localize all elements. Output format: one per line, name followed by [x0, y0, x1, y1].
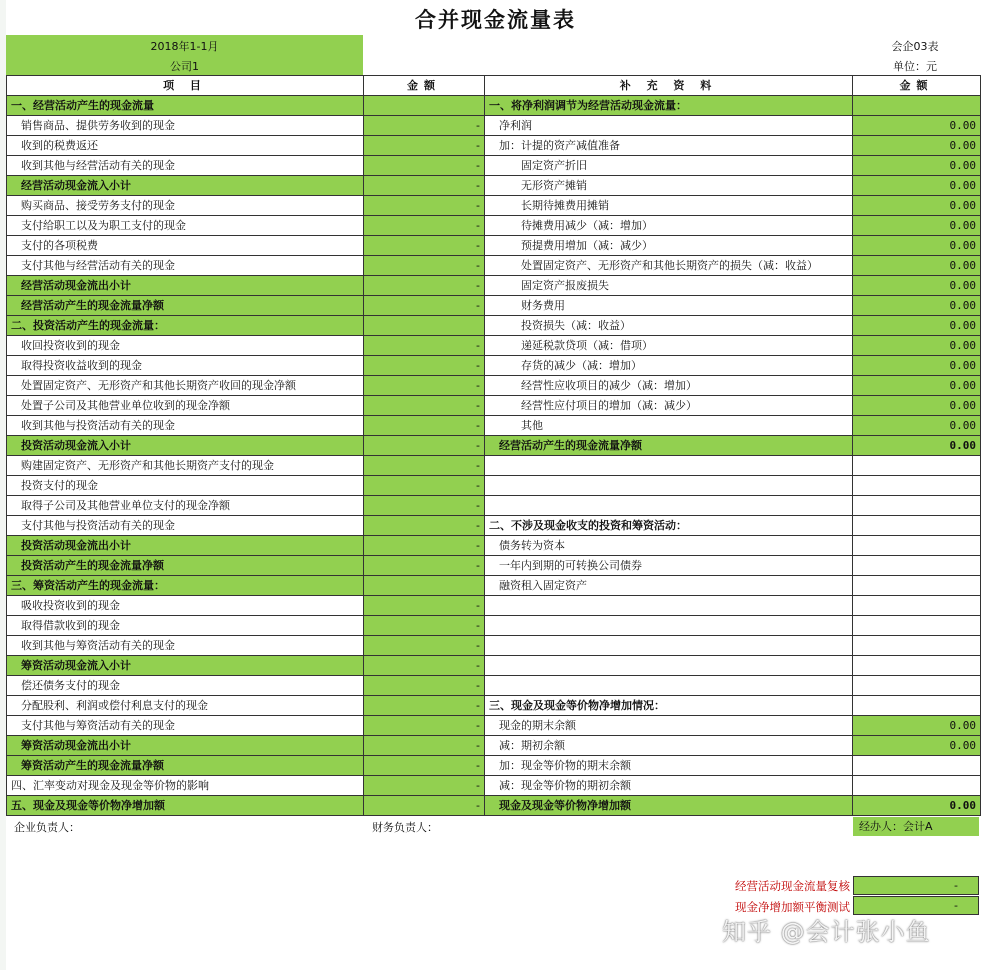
left-amount-cell[interactable]: - [364, 336, 485, 356]
left-item-label[interactable]: 处置子公司及其他营业单位收到的现金净额 [7, 396, 364, 416]
right-item-label[interactable] [485, 656, 853, 676]
right-item-label[interactable]: 长期待摊费用摊销 [485, 196, 853, 216]
right-amount-cell[interactable]: 0.00 [853, 196, 981, 216]
right-item-label[interactable] [485, 496, 853, 516]
right-amount-cell[interactable] [853, 656, 981, 676]
right-item-label[interactable]: 债务转为资本 [485, 536, 853, 556]
right-item-label[interactable]: 固定资产报废损失 [485, 276, 853, 296]
left-amount-cell[interactable]: - [364, 736, 485, 756]
left-item-label[interactable]: 收到其他与经营活动有关的现金 [7, 156, 364, 176]
left-amount-cell[interactable] [364, 316, 485, 336]
right-amount-cell[interactable] [853, 456, 981, 476]
right-amount-cell[interactable] [853, 576, 981, 596]
left-amount-cell[interactable]: - [364, 716, 485, 736]
right-amount-cell[interactable] [853, 616, 981, 636]
right-item-label[interactable] [485, 476, 853, 496]
right-item-label[interactable] [485, 616, 853, 636]
company-label: 公司1 [170, 60, 199, 73]
right-item-label[interactable]: 递延税款贷项（减：借项） [485, 336, 853, 356]
right-amount-cell[interactable]: 0.00 [853, 176, 981, 196]
right-amount-cell[interactable]: 0.00 [853, 236, 981, 256]
left-item-label[interactable]: 收到其他与筹资活动有关的现金 [7, 636, 364, 656]
left-amount-cell[interactable]: - [364, 136, 485, 156]
enterprise-head-label: 企业负责人： [14, 821, 80, 834]
left-item-label[interactable]: 支付给职工以及为职工支付的现金 [7, 216, 364, 236]
right-item-label[interactable]: 减：现金等价物的期初余额 [485, 776, 853, 796]
table-row [7, 496, 981, 516]
finance-head-label: 财务负责人： [372, 821, 438, 834]
col-header-supplement: 补 充 资 料 [485, 76, 853, 96]
watermark: 知乎 @会计张小鱼 [722, 918, 931, 946]
right-amount-cell[interactable]: 0.00 [853, 156, 981, 176]
table-row [7, 636, 981, 656]
right-item-label[interactable]: 融资租入固定资产 [485, 576, 853, 596]
unit-label: 单位：元 [893, 60, 937, 73]
right-amount-cell[interactable]: 0.00 [853, 436, 981, 456]
right-amount-cell[interactable]: 0.00 [853, 716, 981, 736]
left-amount-cell[interactable]: - [364, 376, 485, 396]
left-amount-cell[interactable]: - [364, 496, 485, 516]
right-item-label[interactable]: 现金的期末余额 [485, 716, 853, 736]
left-item-label[interactable]: 支付的各项税费 [7, 236, 364, 256]
table-body [7, 96, 981, 816]
left-amount-cell[interactable]: - [364, 416, 485, 436]
right-amount-cell[interactable]: 0.00 [853, 376, 981, 396]
right-amount-cell[interactable] [853, 696, 981, 716]
left-amount-cell[interactable]: - [364, 556, 485, 576]
table-row [7, 576, 981, 596]
table-row [7, 696, 981, 716]
left-amount-cell[interactable]: - [364, 476, 485, 496]
left-amount-cell[interactable]: - [364, 356, 485, 376]
right-amount-cell[interactable] [853, 596, 981, 616]
left-item-label[interactable]: 偿还债务支付的现金 [7, 676, 364, 696]
table-row [7, 376, 981, 396]
table-row [7, 436, 981, 456]
table-row [7, 96, 981, 116]
left-item-label[interactable]: 支付其他与经营活动有关的现金 [7, 256, 364, 276]
right-item-label[interactable]: 预提费用增加（减：减少） [485, 236, 853, 256]
right-amount-cell[interactable]: 0.00 [853, 416, 981, 436]
left-item-label[interactable]: 销售商品、提供劳务收到的现金 [7, 116, 364, 136]
right-item-label[interactable]: 固定资产折旧 [485, 156, 853, 176]
right-item-label[interactable]: 现金及现金等价物净增加额 [485, 796, 853, 816]
right-item-label[interactable]: 处置固定资产、无形资产和其他长期资产的损失（减：收益） [485, 256, 853, 276]
right-item-label[interactable]: 二、不涉及现金收支的投资和筹资活动： [485, 516, 853, 536]
left-amount-cell[interactable] [364, 576, 485, 596]
table-row [7, 776, 981, 796]
right-amount-cell[interactable]: 0.00 [853, 216, 981, 236]
right-amount-cell[interactable]: 0.00 [853, 116, 981, 136]
form-number: 会企03表 [891, 40, 939, 53]
col-header-amount: 金额 [364, 76, 485, 96]
right-amount-cell[interactable]: 0.00 [853, 796, 981, 816]
check-value-balance[interactable]: - [853, 896, 979, 915]
check-label-operating: 经营活动现金流量复核 [735, 879, 850, 893]
left-item-label[interactable]: 支付其他与筹资活动有关的现金 [7, 716, 364, 736]
right-item-label[interactable]: 待摊费用减少（减：增加） [485, 216, 853, 236]
table-row [7, 276, 981, 296]
left-amount-cell[interactable]: - [364, 776, 485, 796]
left-amount-cell[interactable]: - [364, 256, 485, 276]
left-item-label[interactable]: 四、汇率变动对现金及现金等价物的影响 [7, 776, 364, 796]
right-item-label[interactable]: 加：计提的资产减值准备 [485, 136, 853, 156]
table-row [7, 216, 981, 236]
right-amount-cell[interactable]: 0.00 [853, 396, 981, 416]
table-row [7, 316, 981, 336]
left-amount-cell[interactable]: - [364, 156, 485, 176]
right-item-label[interactable]: 投资损失（减：收益） [485, 316, 853, 336]
cash-flow-table [6, 75, 981, 816]
left-amount-cell[interactable]: - [364, 616, 485, 636]
right-amount-cell[interactable] [853, 496, 981, 516]
right-item-label[interactable]: 经营性应收项目的减少（减：增加） [485, 376, 853, 396]
table-row [7, 136, 981, 156]
right-amount-cell[interactable]: 0.00 [853, 296, 981, 316]
left-amount-cell[interactable]: - [364, 436, 485, 456]
left-amount-cell[interactable]: - [364, 236, 485, 256]
table-row [7, 476, 981, 496]
right-item-label[interactable]: 无形资产摊销 [485, 176, 853, 196]
table-row [7, 796, 981, 816]
table-row [7, 416, 981, 436]
left-amount-cell[interactable]: - [364, 676, 485, 696]
table-row [7, 336, 981, 356]
table-row [7, 516, 981, 536]
left-amount-cell[interactable]: - [364, 216, 485, 236]
table-row [7, 536, 981, 556]
right-item-label[interactable] [485, 456, 853, 476]
right-amount-cell[interactable] [853, 556, 981, 576]
table-row [7, 296, 981, 316]
table-row [7, 256, 981, 276]
table-row [7, 756, 981, 776]
left-item-label[interactable]: 购建固定资产、无形资产和其他长期资产支付的现金 [7, 456, 364, 476]
table-row [7, 556, 981, 576]
left-item-label[interactable]: 投资支付的现金 [7, 476, 364, 496]
table-row [7, 716, 981, 736]
check-label-balance: 现金净增加额平衡测试 [735, 900, 850, 914]
right-amount-cell[interactable]: 0.00 [853, 336, 981, 356]
left-item-label[interactable]: 三、筹资活动产生的现金流量： [7, 576, 364, 596]
right-item-label[interactable] [485, 596, 853, 616]
table-row [7, 116, 981, 136]
right-amount-cell[interactable] [853, 676, 981, 696]
left-amount-cell[interactable]: - [364, 756, 485, 776]
left-item-label[interactable]: 筹资活动现金流出小计 [7, 736, 364, 756]
left-amount-cell[interactable]: - [364, 296, 485, 316]
preparer-label: 经办人：会计A [853, 817, 979, 836]
left-amount-cell[interactable]: - [364, 516, 485, 536]
right-item-label[interactable]: 一年内到期的可转换公司债券 [485, 556, 853, 576]
left-amount-cell[interactable]: - [364, 396, 485, 416]
left-amount-cell[interactable]: - [364, 656, 485, 676]
left-item-label[interactable]: 筹资活动产生的现金流量净额 [7, 756, 364, 776]
right-amount-cell[interactable] [853, 476, 981, 496]
left-item-label[interactable]: 取得子公司及其他营业单位支付的现金净额 [7, 496, 364, 516]
left-amount-cell[interactable]: - [364, 456, 485, 476]
left-item-label[interactable]: 支付其他与投资活动有关的现金 [7, 516, 364, 536]
table-row [7, 736, 981, 756]
right-amount-cell[interactable]: 0.00 [853, 136, 981, 156]
table-row [7, 676, 981, 696]
right-item-label[interactable]: 减：期初余额 [485, 736, 853, 756]
left-amount-cell[interactable]: - [364, 796, 485, 816]
check-value-operating[interactable]: - [853, 876, 979, 895]
left-item-label[interactable]: 二、投资活动产生的现金流量： [7, 316, 364, 336]
left-item-label[interactable]: 分配股利、利润或偿付利息支付的现金 [7, 696, 364, 716]
right-amount-cell[interactable]: 0.00 [853, 736, 981, 756]
left-item-label[interactable]: 筹资活动现金流入小计 [7, 656, 364, 676]
table-row [7, 456, 981, 476]
right-item-label[interactable]: 存货的减少（减：增加） [485, 356, 853, 376]
left-item-label[interactable]: 收到的税费返还 [7, 136, 364, 156]
table-row [7, 236, 981, 256]
table-row [7, 356, 981, 376]
left-item-label[interactable]: 投资活动现金流入小计 [7, 436, 364, 456]
left-item-label[interactable]: 取得投资收益收到的现金 [7, 356, 364, 376]
right-amount-cell[interactable]: 0.00 [853, 276, 981, 296]
right-amount-cell[interactable] [853, 756, 981, 776]
left-item-label[interactable]: 吸收投资收到的现金 [7, 596, 364, 616]
table-row [7, 596, 981, 616]
right-item-label[interactable] [485, 636, 853, 656]
right-item-label[interactable]: 其他 [485, 416, 853, 436]
left-item-label[interactable]: 一、经营活动产生的现金流量 [7, 96, 364, 116]
left-item-label[interactable]: 处置固定资产、无形资产和其他长期资产收回的现金净额 [7, 376, 364, 396]
left-amount-cell[interactable]: - [364, 696, 485, 716]
col-header-amount2: 金额 [853, 76, 981, 96]
table-row [7, 176, 981, 196]
table-header-row [7, 76, 981, 96]
left-item-label[interactable]: 经营活动产生的现金流量净额 [7, 296, 364, 316]
left-amount-cell[interactable]: - [364, 196, 485, 216]
right-item-label[interactable]: 财务费用 [485, 296, 853, 316]
table-row [7, 196, 981, 216]
right-item-label[interactable] [485, 676, 853, 696]
left-item-label[interactable]: 投资活动产生的现金流量净额 [7, 556, 364, 576]
left-item-label[interactable]: 购买商品、接受劳务支付的现金 [7, 196, 364, 216]
left-amount-cell[interactable]: - [364, 636, 485, 656]
left-item-label[interactable]: 经营活动现金流出小计 [7, 276, 364, 296]
left-item-label[interactable]: 经营活动现金流入小计 [7, 176, 364, 196]
left-amount-cell[interactable]: - [364, 536, 485, 556]
table-row [7, 656, 981, 676]
right-item-label[interactable]: 净利润 [485, 116, 853, 136]
table-row [7, 396, 981, 416]
right-amount-cell[interactable] [853, 516, 981, 536]
right-amount-cell[interactable]: 0.00 [853, 316, 981, 336]
right-item-label[interactable]: 加：现金等价物的期末余额 [485, 756, 853, 776]
left-amount-cell[interactable] [364, 96, 485, 116]
left-item-label[interactable]: 收回投资收到的现金 [7, 336, 364, 356]
right-item-label[interactable]: 经营活动产生的现金流量净额 [485, 436, 853, 456]
table-row [7, 616, 981, 636]
left-amount-cell[interactable]: - [364, 596, 485, 616]
page-title: 合并现金流量表 [415, 8, 576, 32]
right-amount-cell[interactable]: 0.00 [853, 356, 981, 376]
right-amount-cell[interactable]: 0.00 [853, 256, 981, 276]
right-item-label[interactable]: 三、现金及现金等价物净增加情况： [485, 696, 853, 716]
period-label: 2018年1-1月 [150, 40, 219, 53]
right-item-label[interactable]: 一、将净利润调节为经营活动现金流量： [485, 96, 853, 116]
left-item-label[interactable]: 收到其他与投资活动有关的现金 [7, 416, 364, 436]
right-item-label[interactable]: 经营性应付项目的增加（减：减少） [485, 396, 853, 416]
left-amount-cell[interactable]: - [364, 176, 485, 196]
left-item-label[interactable]: 取得借款收到的现金 [7, 616, 364, 636]
table-row [7, 156, 981, 176]
right-amount-cell[interactable] [853, 776, 981, 796]
right-amount-cell[interactable] [853, 96, 981, 116]
left-item-label[interactable]: 五、现金及现金等价物净增加额 [7, 796, 364, 816]
left-amount-cell[interactable]: - [364, 116, 485, 136]
right-amount-cell[interactable] [853, 536, 981, 556]
left-amount-cell[interactable]: - [364, 276, 485, 296]
left-item-label[interactable]: 投资活动现金流出小计 [7, 536, 364, 556]
right-amount-cell[interactable] [853, 636, 981, 656]
col-header-item: 项 目 [7, 76, 364, 96]
